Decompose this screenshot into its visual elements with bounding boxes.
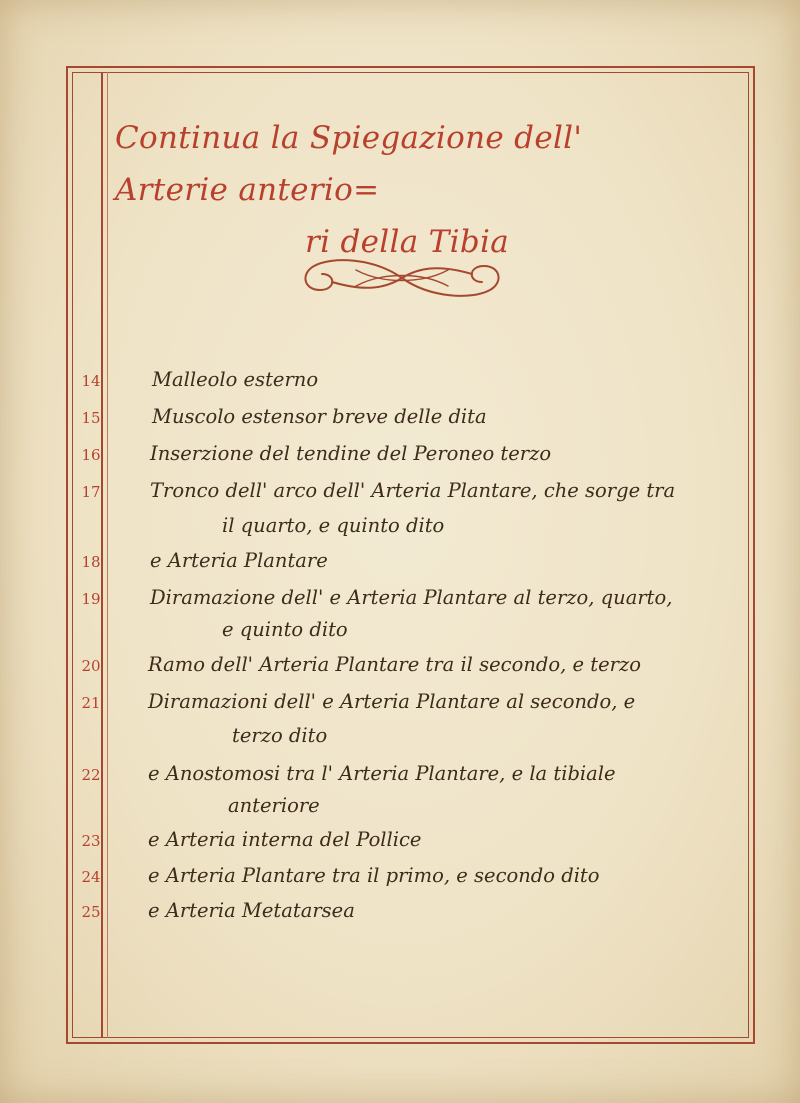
entry-number: 18	[81, 553, 101, 571]
title-line-2: ri della Tibia	[305, 224, 509, 260]
entry-text: e Arteria Metatarsea	[148, 899, 355, 922]
entry-number: 14	[81, 372, 101, 390]
entry-text: Ramo dell' Arteria Plantare tra il secondo, e terzo	[148, 653, 641, 676]
entry-text: Muscolo estensor breve delle dita	[152, 405, 487, 428]
entry-text: Diramazioni dell' e Arteria Plantare al secondo, e	[148, 690, 636, 713]
entry-number: 24	[81, 868, 101, 886]
entry-text: Inserzione del tendine del Peroneo terzo	[150, 442, 552, 465]
entry-text: e Arteria Plantare	[150, 549, 328, 572]
entry-number: 16	[81, 446, 101, 464]
entry-number: 19	[81, 590, 101, 608]
entry-number: 20	[81, 657, 101, 675]
entry-number: 17	[81, 483, 101, 501]
entry-text: Malleolo esterno	[152, 368, 319, 391]
entry-text-continuation: il quarto, e quinto dito	[222, 514, 445, 537]
entry-number: 23	[81, 832, 101, 850]
title-line-1: Continua la Spiegazione dell' Arterie anterio=	[115, 120, 583, 208]
entry-text-continuation: terzo dito	[232, 724, 328, 747]
entry-text: e Anostomosi tra l' Arteria Plantare, e la tibiale	[148, 762, 616, 785]
entry-number: 15	[81, 409, 101, 427]
entry-text: Diramazione dell' e Arteria Plantare al terzo, quarto,	[150, 586, 673, 609]
entry-text: e Arteria interna del Pollice	[148, 828, 422, 851]
entry-text-continuation: e quinto dito	[222, 618, 348, 641]
entry-number: 22	[81, 766, 101, 784]
entry-text-continuation: anteriore	[228, 794, 320, 817]
entry-text: Tronco dell' arco dell' Arteria Plantare, che sorge tra	[150, 479, 676, 502]
entry-text: e Arteria Plantare tra il primo, e secondo dito	[148, 864, 600, 887]
entry-number: 25	[81, 903, 101, 921]
entry-number: 21	[81, 694, 101, 712]
